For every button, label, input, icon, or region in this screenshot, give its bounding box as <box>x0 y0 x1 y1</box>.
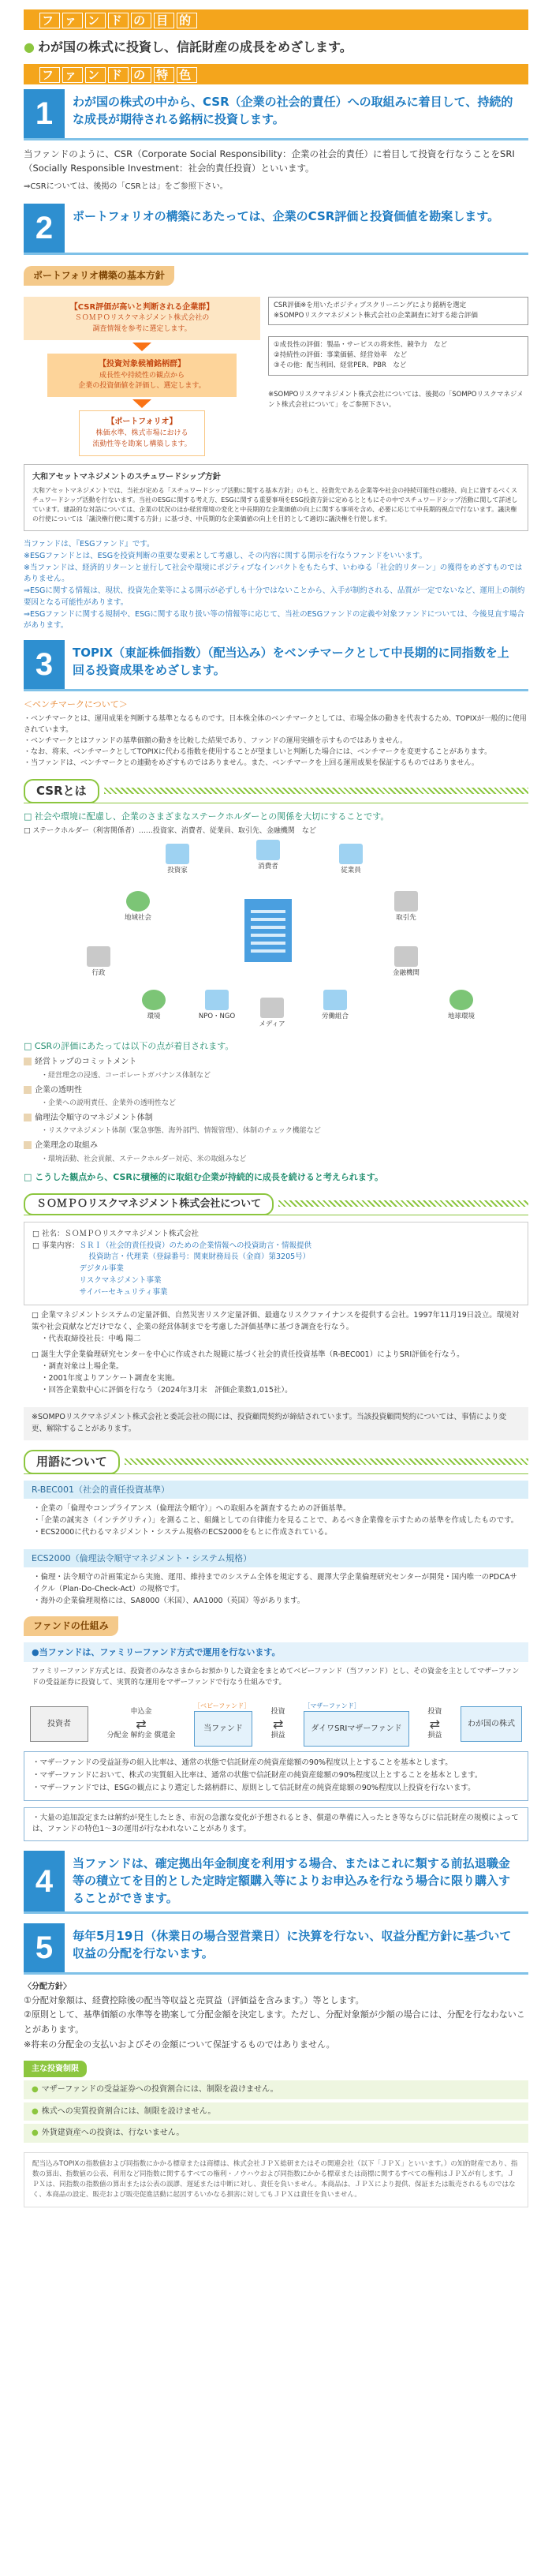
flow-baby-fund: 当ファンド <box>194 1711 252 1747</box>
limit-item: ● 外貨建資産への投資は、行ないません。 <box>24 2124 528 2143</box>
checkbox-icon <box>24 1086 32 1094</box>
feature-number: 3 <box>24 640 65 689</box>
stakeholder-bank: 金融機関 <box>379 946 434 979</box>
feature-title: 当ファンドは、確定拠出年金制度を利用する場合、またはこれに類する前払退職金等の積立てを目的とした定時定額購入等によりお申込みを行なう場合に限り購入することができます。 <box>73 1856 511 1905</box>
stakeholder-map <box>24 844 528 1033</box>
sompo-contract-note: ※SOMPOリスクマネジメント株式会社と委託会社の間には、投資顧問契約が締結されています。当該投資顧問契約については、事情により変更、解除することがあります。 <box>24 1407 528 1440</box>
csr-conclusion: □ こうした観点から、CSRに積極的に取組む企業が持続的に成長を続けると考えられます。 <box>24 1171 384 1182</box>
checkbox-icon <box>24 1114 32 1121</box>
stakeholder-community: 地域社会 <box>110 891 166 923</box>
flow-japan-stocks: わが国の株式 <box>461 1706 522 1743</box>
portfolio-policy-tag: ポートフォリオ構築の基本方針 <box>24 266 174 286</box>
funnel-step-2: 【投資対象候補銘柄群】 成長性や持続性の観点から 企業の投資価値を評価し、選定します。 <box>47 354 237 397</box>
stakeholder-environment: 環境 <box>126 990 181 1022</box>
stakeholder-npo: NPO・NGO <box>189 990 244 1022</box>
stakeholder-consumer: 消費者 <box>241 840 296 872</box>
company-building-icon <box>244 899 292 962</box>
feature-number: 1 <box>24 89 65 138</box>
features-heading: フ ァ ン ド の 特 色 <box>39 66 200 84</box>
csr-heading: CSRとは <box>24 779 528 803</box>
feature-body: 当ファンドのように、CSR（Corporate Social Responsibility：企業の社会的責任）に着目して投資を行なうことをSRI（Socially Responsible Investment：社会的責任投資）といいます。 <box>24 148 515 174</box>
flow-investor: 投資者 <box>30 1706 88 1743</box>
csr-line-1: □ 社会や環境に配慮し、企業のさまざまなステークホルダーとの関係を大切にすることです。 <box>24 811 390 822</box>
portfolio-funnel <box>24 297 528 456</box>
checkbox-icon <box>24 1058 32 1065</box>
sompo-heading: ＳＯＭＰＯリスクマネジメント株式会社について <box>24 1193 528 1215</box>
stakeholder-earth: 地球環境 <box>434 990 489 1022</box>
flow-mother-fund: ダイワSRIマザーファンド <box>304 1711 408 1747</box>
capacity-note: ・大量の追加設定または解約が発生したとき、市況の急激な変化が予想されるとき、償還の準備に入ったとき等ならびに信託財産の規模によっては、ファンドの特色1～3の運用が行なわれないことがあります。 <box>24 1807 528 1841</box>
term-ecs2000-body: ・倫理・法令順守の計画策定から実施、運用、維持までのシステム全体を規定する、麗澤大学企業倫理研究センターが開発・国内唯一のPDCAサイクル（Plan-Do-Check-Act）の規格です。 ・海外の企業倫理規格には、SA8000（米国）、AA1000（英国）等があります。 <box>33 1573 517 1605</box>
investment-limits-title: 主な投資制限 <box>24 2061 87 2078</box>
benchmark-subtitle: ＜ベンチマークについて＞ <box>24 699 128 710</box>
funnel-step-1: 【CSR評価が高いと判断される企業群】 ＳＯＭＰＯリスクマネジメント株式会社の 調査情報を参考に選定します。 <box>24 297 260 340</box>
csr-eval-list: 経営トップのコミットメント ・経営理念の浸透、コーポレートガバナンス体制など 企業の透明性 ・企業への説明責任、企業外の透明性など 倫理法令順守のマネジメント体制 ・リスクマネジメント体制（緊急事態、海外部門、情報管理）、体制のチェック機能など 企業理念の取組み ・環境活動、社会貢献、ステークホルダー対応、米の取組みなど <box>24 1056 528 1166</box>
fund-mechanism-tag: ファンドの仕組み <box>24 1616 118 1636</box>
down-arrow-icon <box>132 343 151 351</box>
funnel-side-notes: CSR評価※を用いたポジティブスクリーニングにより銘柄を選定 ※SOMPOリスクマネジメント株式会社の企業調査に対する総合評価 ①成長性の評価：製品・サービスの将来性、競争力 など ②持続性の評価：事業価値、経営効率 など ③その他：配当利回、経常PER、PBR など ※SOMPOリスクマネジメント株式会社については、後掲の「SOMPOリスクマネジメント株式会社について」をご参照下さい。 <box>268 297 528 456</box>
fund-flow-diagram: 投資者 申込金 ⇄ 分配金 解約金 償還金 ［ベビーファンド］ 当ファンド 投資 ⇄ 損益 ［マザーファンド］ ダイワSRIマザーファンド 投資 ⇄ 損益 わが国の株式 <box>30 1702 522 1747</box>
limit-item: ● マザーファンドの受益証券への投資割合には、制限を設けません。 <box>24 2080 528 2099</box>
stakeholder-employee: 従業員 <box>323 844 379 876</box>
term-rbec001-body: ・企業の「倫理やコンプライアンス（倫理法令順守）」への取組みを調査するための評価基準。 ・「企業の誠実さ（インテグリティ）」を測ること、組織としての自律能力を見ることで、あるべき企業像を示すための基準を作成したものです。 ・ECS2000に代わるマネジメント・システム規格のECS2000をもとに作成されている。 <box>33 1504 519 1537</box>
features-band <box>24 64 528 84</box>
stakeholder-supplier: 取引先 <box>379 891 434 923</box>
objective-band <box>24 9 528 30</box>
mechanism-title: ●当ファンドは、ファミリーファンド方式で運用を行ないます。 <box>24 1642 528 1662</box>
distribution-policy-title: 〈分配方針〉 <box>24 1983 71 1992</box>
distribution-policy: ①分配対象額は、経費控除後の配当等収益と売買益（評価益を含みます。）等とします。 ②原則として、基準価額の水準等を勘案して分配金額を決定します。ただし、分配対象額が少額の場合には、分配を行なわないことがあります。 ※将来の分配金の支払いおよびその金額について保証するものではありません。 <box>24 1994 525 2050</box>
limit-item: ● 株式への実質投資割合には、制限を設けません。 <box>24 2102 528 2121</box>
stakeholder-union: 労働組合 <box>308 990 363 1022</box>
stakeholder-media: メディア <box>244 998 300 1030</box>
feature-number: 5 <box>24 1923 65 1972</box>
feature-2 <box>24 204 528 531</box>
feature-title: ポートフォリオの構築にあたっては、企業のCSR評価と投資価値を勘案します。 <box>73 209 500 224</box>
index-disclaimer: 配当込みTOPIXの指数値および同指数にかかる標章または商標は、株式会社ＪＰＸ総研またはその関連会社（以下「ＪＰＸ」といいます。）の知的財産であり、指数の算出、指数値の公表、利用など同指数に関するすべての権利・ノウハウおよび同指数にかかる標章または商標に関するすべての権利はＪＰＸが有します。ＪＰＸは、同指数の指数値の算出または公表の誤謬、遅延または中断に対し、責任を負いません。本商品は、ＪＰＸにより提供、保証または販売されるものではなく、本商品の設定、販売および販売促進活動に起因するいかなる損害に対してもＪＰＸは責任を負いません。 <box>24 2152 528 2208</box>
stakeholder-government: 行政 <box>71 946 126 979</box>
feature-number: 4 <box>24 1851 65 1911</box>
term-ecs2000-title: ECS2000（倫理法令順守マネジメント・システム規格） <box>24 1549 528 1567</box>
feature-note: ⇒CSRについては、後掲の「CSRとは」をご参照下さい。 <box>24 182 228 191</box>
csr-line-2: □ ステークホルダー（利害関係者）……投資家、消費者、従業員、取引先、金融機関 など <box>24 827 316 836</box>
feature-number: 2 <box>24 204 65 253</box>
term-rbec001-title: R-BEC001（社会的責任投資基準） <box>24 1481 528 1499</box>
funnel-step-3: 【ポートフォリオ】 株価水準、株式市場における 流動性等を勘案し構築します。 <box>79 410 205 455</box>
csr-eval-title: □ CSRの評価にあたっては以下の点が着目されます。 <box>24 1041 234 1052</box>
sompo-details: □ 企業マネジメントシステムの定量評価、自然災害リスク定量評価、最適なリスクファイナンスを提供する会社。1997年11月19日設立。環境対策や社会貢献などだけでなく、企業の経営体制までを考慮した評価基準に基づき調査を行なう。 ・代表取締役社長：中嶋 陽二 □ 誕生大学企業倫理研究センターを中心に作成された規範に基づく社会的責任投資基準（R-BEC001）によりSRI評価を行なう。 ・調査対象は上場企業。 ・2001年度よりアンケート調査を実施。 ・回答企業数中心に評価を行なう（2024年3月末 評価企業数1,015社）。 <box>32 1311 520 1395</box>
feature-3 <box>24 640 528 769</box>
stakeholder-investor: 投資家 <box>150 844 205 876</box>
benchmark-notes: ・ベンチマークとは、運用成果を判断する基準となるものです。日本株全体のベンチマークとしては、市場全体の動きを代表するため、TOPIXが一般的に使用されています。 ・ベンチマークとはファンドの基準価額の動きを比較した結果であり、ファンドの運用実績を示すものではありません。 ・なお、将来、ベンチマークとしてTOPIXに代わる指数を使用することが望ましいと判断した場合には、ベンチマークを変更することがあります。 ・当ファンドは、ベンチマークとの連動をめざすものではありません。また、ベンチマークを上回る運用成果を保証するものではありません。 <box>24 715 527 767</box>
feature-title: わが国の株式の中から、CSR（企業の社会的責任）への取組みに着目して、持続的な成長が期待される銘柄に投資します。 <box>73 94 513 126</box>
feature-4 <box>24 1851 528 1914</box>
down-arrow-icon <box>132 399 151 408</box>
mechanism-desc: ファミリーファンド方式とは、投資者のみなさまからお預かりした資金をまとめてベビーファンド（当ファンド）とし、その資金を主としてマザーファンドの受益証券に投資して、実質的な運用をマザーファンドで行なう仕組みです。 <box>32 1668 520 1687</box>
mechanism-notes: ・マザーファンドの受益証券の組入比率は、通常の状態で信託財産の純資産総額の90%程度以上とすることを基本とします。 ・マザーファンドにおいて、株式の実質組入比率は、通常の状態で信託財産の純資産総額の90%程度以上とすることを基本とします。 ・マザーファンドでは、ESGの観点により選定した銘柄群に、原則として信託財産の純資産総額の90%程度以上投資を行ないます。 <box>24 1751 528 1800</box>
objective-heading: フ ァ ン ド の 目 的 <box>39 12 200 30</box>
stewardship-box: 大和アセットマネジメントのスチュワードシップ方針 大和アセットマネジメントでは、当社が定める「スチュワードシップ活動に関する基本方針」のもと、投資先である企業等や社会の持続可能性の維持、向上に資するべくスチュワードシップ活動を行ないます。当社のESGに関する考え方、ESGに関する重要事項をESG投資方針に定めるとともにその中でスチュワードシップ活動に関して詳述しています。建設的な対話については、企業の状況のほか経営環境の変化と中長期的な企業価値の向上に関する事項を含め、必要に応じて中長期的視点で行ないます。議決権の行使については「議決権行使に関する方針」に基づき、中長期的な企業価値の向上を目的として適切に議決権を行使します。 <box>24 464 528 532</box>
feature-title: TOPIX（東証株価指数）（配当込み）をベンチマークとして中長期的に同指数を上回る投資成果をめざします。 <box>73 646 509 677</box>
feature-title: 毎年5月19日（休業日の場合翌営業日）に決算を行ない、収益分配方針に基づいて収益の分配を行ないます。 <box>73 1929 512 1961</box>
terms-heading: 用語について <box>24 1450 528 1474</box>
checkbox-icon <box>24 1141 32 1149</box>
objective-text: ● わが国の株式に投資し、信託財産の成長をめざします。 <box>24 39 352 54</box>
feature-1 <box>24 89 528 193</box>
esg-notice: 当ファンドは、『ESGファンド』です。 ※ESGファンドとは、ESGを投資判断の重要な要素として考慮し、その内容に関する開示を行なうファンドをいいます。 ※当ファンドは、経済的リターンと並行して社会や環境にポジティブなインパクトをもたらす、いわゆる「社会的リターン」の獲得をめざすものではありません。 ⇒ESGに関する情報は、現状、投資先企業等による開示が必ずしも十分ではないことから、入手が制約される、品質が一定でないなど、運用上の制約要因となる可能性があります。 ⇒ESGファンドに関する規制や、ESGに関する取り扱い等の情報等に応じて、当社のESGファンドの定義や対象ファンドについては、今後見直す場合があります。 <box>24 540 525 631</box>
feature-5 <box>24 1923 528 2142</box>
sompo-profile: □ 社名：ＳＯＭＰＯリスクマネジメント株式会社 □ 事業内容： ＳＲＩ（社会的責任投資）のための企業情報への投資助言・情報提供 投資助言・代理業（登録番号：関東財務局長（金商）第3205号） デジタル事業 リスクマネジメント事業 サイバーセキュリティ事業 <box>24 1222 528 1305</box>
